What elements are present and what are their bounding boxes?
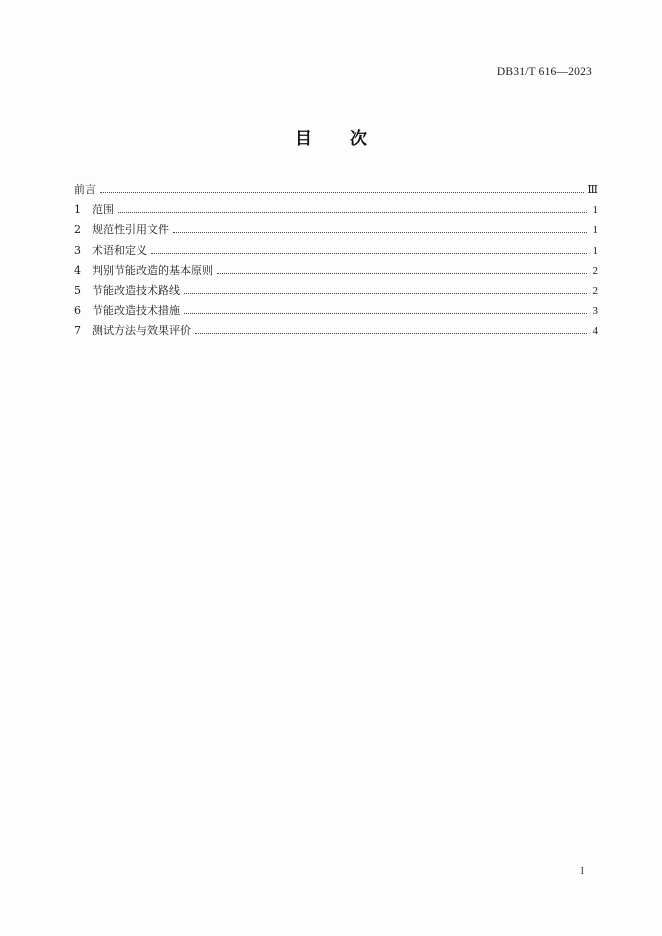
toc-entry-label: 判别节能改造的基本原则 xyxy=(92,263,213,277)
toc-entry-5[interactable] xyxy=(74,281,598,301)
table-of-contents xyxy=(74,180,598,342)
toc-entry-7[interactable] xyxy=(74,321,598,341)
toc-entry-4[interactable] xyxy=(74,261,598,281)
toc-entry-page: 3 xyxy=(592,305,598,318)
toc-entry-label: 范围 xyxy=(92,203,114,217)
toc-leader-dots xyxy=(100,192,584,193)
document-code: DB31/T 616—2023 xyxy=(496,66,592,78)
toc-leader-dots xyxy=(184,313,587,314)
toc-entry-label: 节能改造技术措施 xyxy=(92,304,180,318)
toc-entry-foreword[interactable] xyxy=(74,180,598,200)
toc-entry-label: 前言 xyxy=(74,183,96,196)
toc-entry-page: 2 xyxy=(592,264,598,277)
toc-entry-label: 节能改造技术路线 xyxy=(92,283,180,297)
toc-entry-number: 4 xyxy=(74,263,81,277)
toc-entry-1[interactable] xyxy=(74,200,598,220)
toc-entry-number: 7 xyxy=(74,324,81,338)
toc-leader-dots xyxy=(173,232,587,233)
toc-entry-3[interactable] xyxy=(74,241,598,261)
toc-entry-6[interactable] xyxy=(74,301,598,321)
toc-leader-dots xyxy=(217,273,587,274)
toc-entry-label: 规范性引用文件 xyxy=(92,223,169,237)
toc-entry-number: 1 xyxy=(74,203,81,217)
toc-entry-page: 2 xyxy=(592,284,598,297)
toc-leader-dots xyxy=(118,212,587,213)
toc-leader-dots xyxy=(195,333,587,334)
page-number: I xyxy=(580,866,584,877)
toc-entry-number: 3 xyxy=(74,243,81,257)
toc-entry-number: 6 xyxy=(74,304,81,318)
toc-leader-dots xyxy=(184,293,587,294)
toc-entry-page: 4 xyxy=(592,325,598,338)
toc-entry-page: 1 xyxy=(592,244,598,257)
toc-entry-page: 1 xyxy=(592,224,598,237)
toc-entry-number: 2 xyxy=(74,223,81,237)
toc-entry-page: 1 xyxy=(592,204,598,217)
toc-title: 目次 xyxy=(295,129,405,149)
toc-entry-label: 测试方法与效果评价 xyxy=(92,324,191,338)
toc-entry-label: 术语和定义 xyxy=(92,243,147,257)
toc-entry-2[interactable] xyxy=(74,220,598,240)
toc-entry-number: 5 xyxy=(74,283,81,297)
toc-leader-dots xyxy=(151,253,587,254)
toc-entry-page: Ⅲ xyxy=(587,184,598,196)
